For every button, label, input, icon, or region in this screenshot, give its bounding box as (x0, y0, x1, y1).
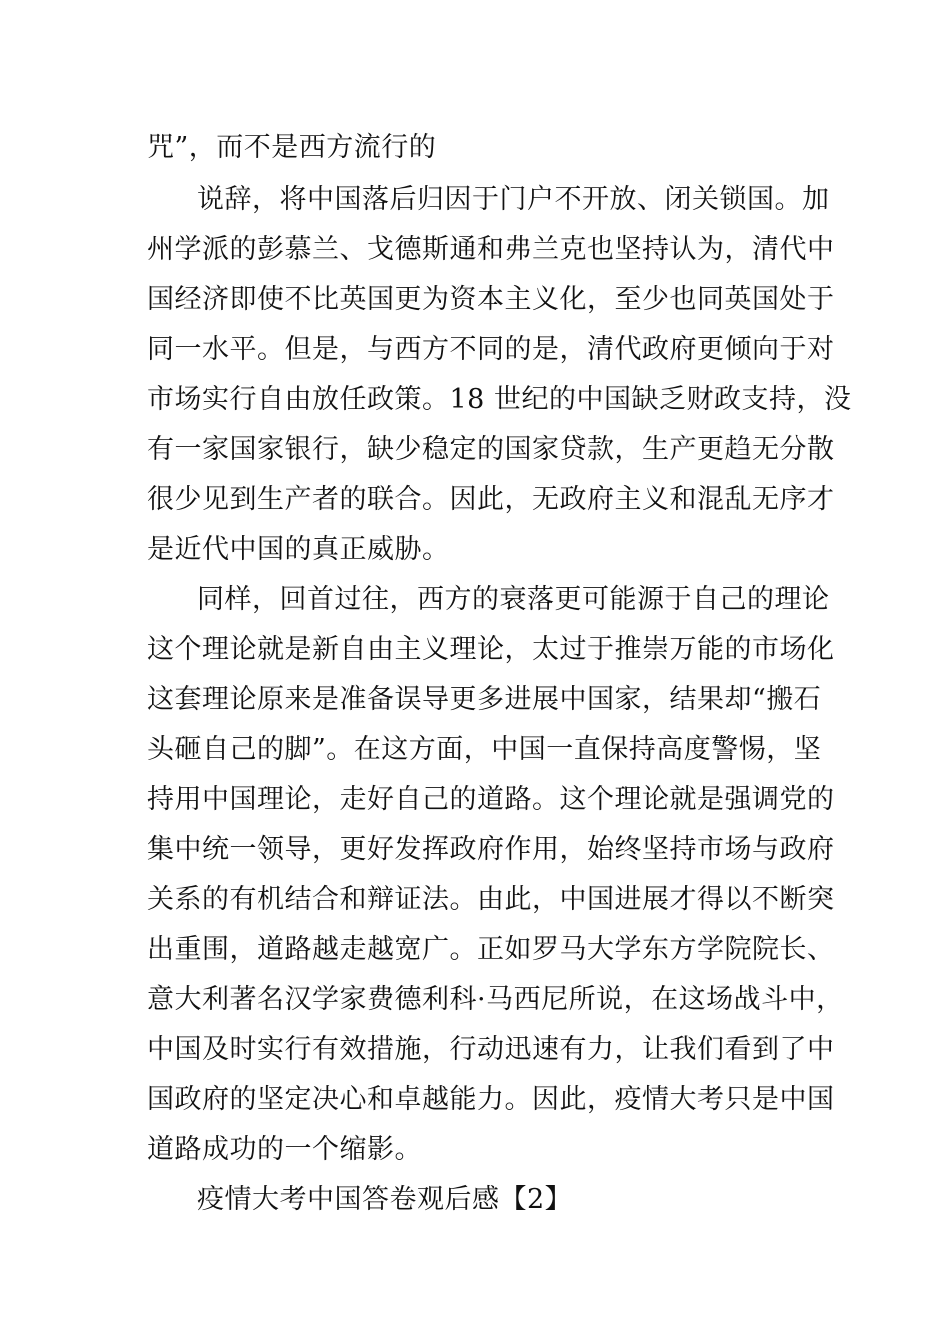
text-line: 持用中国理论，走好自己的道路。这个理论就是强调党的 (147, 784, 835, 815)
text-line: 咒”，而不是西方流行的 (147, 132, 437, 163)
text-line: 很少见到生产者的联合。因此，无政府主义和混乱无序才 (147, 484, 835, 515)
text-line: 中国及时实行有效措施，行动迅速有力，让我们看到了中 (147, 1034, 835, 1065)
text-line: 这个理论就是新自由主义理论，太过于推崇万能的市场化 (147, 634, 835, 665)
text-line: 市场实行自由放任政策。18 世纪的中国缺乏财政支持，没 (147, 384, 852, 415)
text-line: 这套理论原来是准备误导更多进展中国家，结果却“搬石 (147, 684, 822, 715)
paragraph-start: 同样，回首过往，西方的衰落更可能源于自己的理论 (197, 584, 830, 615)
text-line: 头砸自己的脚”。在这方面，中国一直保持高度警惕，坚 (147, 734, 822, 765)
text-line: 是近代中国的真正威胁。 (147, 534, 450, 565)
paragraph-start: 说辞，将中国落后归因于门户不开放、闭关锁国。加 (197, 184, 830, 215)
section-heading: 疫情大考中国答卷观后感【2】 (197, 1184, 573, 1215)
text-line: 道路成功的一个缩影。 (147, 1134, 422, 1165)
text-line: 关系的有机结合和辩证法。由此，中国进展才得以不断突 (147, 884, 835, 915)
text-line: 国经济即使不比英国更为资本主义化，至少也同英国处于 (147, 284, 835, 315)
text-line: 集中统一领导，更好发挥政府作用，始终坚持市场与政府 (147, 834, 835, 865)
text-line: 意大利著名汉学家费德利科·马西尼所说，在这场战斗中， (147, 984, 844, 1015)
text-line: 州学派的彭慕兰、戈德斯通和弗兰克也坚持认为，清代中 (147, 234, 835, 265)
text-line: 同一水平。但是，与西方不同的是，清代政府更倾向于对 (147, 334, 835, 365)
text-line: 出重围，道路越走越宽广。正如罗马大学东方学院院长、 (147, 934, 835, 965)
text-line: 有一家国家银行，缺少稳定的国家贷款，生产更趋无分散 (147, 434, 835, 465)
text-line: 国政府的坚定决心和卓越能力。因此，疫情大考只是中国 (147, 1084, 835, 1115)
